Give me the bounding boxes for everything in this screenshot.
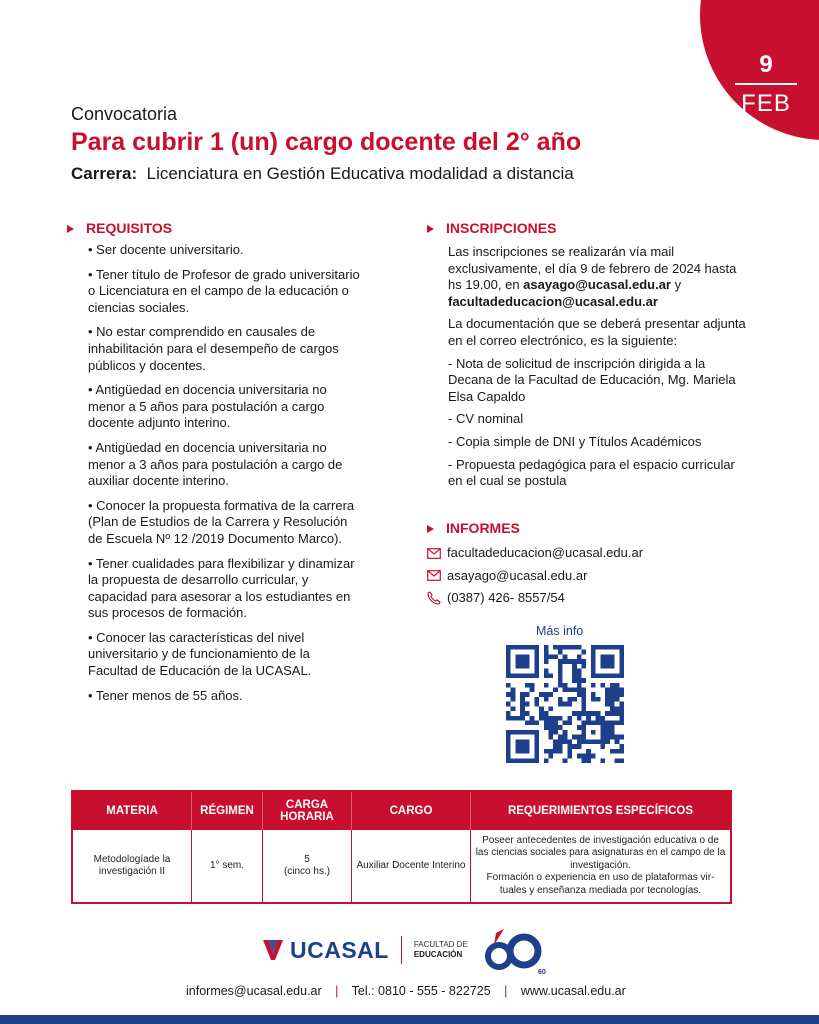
footer-phone[interactable]: Tel.: 0810 - 555 - 822725: [351, 984, 491, 998]
facultad-de-text: FACULTAD DE: [413, 940, 468, 949]
intro-and: y: [670, 277, 682, 293]
inscripciones-intro: [448, 244, 748, 310]
doc-item: - Nota de solicitud de inscripción dirigida a la Decana de la Facultad de Educación, Mg. Mariela Elsa Capaldo: [448, 355, 736, 404]
inscripciones-heading-text: INSCRIPCIONES: [446, 220, 557, 236]
cell-carga-words: (cinco hs.): [283, 866, 331, 877]
cell-carga-hours: 5: [304, 853, 310, 865]
qr-code[interactable]: [506, 645, 624, 763]
table-header-row: [72, 791, 731, 830]
page-title: Para cubrir 1 (un) cargo docente del 2° año: [71, 128, 582, 156]
inscripciones-heading: [427, 220, 556, 236]
logo-divider: [401, 936, 402, 964]
cell-materia: Metodologíade la investigación II: [72, 830, 192, 903]
cell-carga: [263, 830, 352, 903]
carrera-label: Carrera:: [71, 164, 138, 183]
ucasal-shield-icon: [262, 938, 284, 962]
col-materia: MATERIA: [72, 791, 192, 830]
mail-icon: [427, 570, 441, 581]
triangle-bullet-icon: [427, 225, 434, 233]
date-badge: [735, 52, 797, 117]
qr-modules: [506, 645, 624, 763]
carrera-line: [71, 164, 574, 184]
date-day: 9: [759, 51, 773, 78]
col-requerimientos: REQUERIMIENTOS ESPECÍFICOS: [471, 791, 732, 830]
list-item: • Tener cualidades para flexibilizar y dinamizar la propuesta de desarrollo curricular, y capacidad para asesorar a los estudiantes en sus procesos de formación.: [88, 555, 355, 621]
footer-sep: |: [504, 984, 508, 998]
phone-icon: [427, 591, 441, 605]
contact-phone-text[interactable]: (0387) 426- 8557/54: [447, 590, 565, 605]
list-item: • Antigüedad en docencia universitaria no menor a 3 años para postulación a cargo de auxiliar docente interino.: [88, 439, 343, 489]
list-item: • No estar comprendido en causales de inhabilitación para el desempeño de cargos públicos y docentes.: [88, 324, 339, 373]
cargo-table: [71, 790, 732, 904]
triangle-bullet-icon: [427, 525, 434, 533]
col-carga-text: CARGA HORARIA: [280, 799, 334, 823]
doc-item: - Copia simple de DNI y Títulos Académicos: [448, 433, 702, 449]
ucasal-wordmark: UCASAL: [290, 936, 389, 963]
mail-icon: [427, 548, 441, 559]
requisitos-heading-text: REQUISITOS: [86, 220, 173, 236]
doc-item: - Propuesta pedagógica para el espacio curricular en el cual se postula: [448, 456, 735, 489]
date-divider: [735, 83, 797, 85]
cell-cargo: Auxiliar Docente Interino: [352, 830, 471, 903]
col-carga: [263, 791, 352, 830]
carrera-value: Licenciatura en Gestión Educativa modalidad a distancia: [146, 164, 574, 183]
email-link-facultad[interactable]: facultadeducacion@ucasal.edu.ar: [448, 293, 658, 309]
inscripciones-body: [448, 244, 748, 496]
requisitos-heading: [67, 220, 172, 236]
triangle-bullet-icon: [67, 225, 74, 233]
contact-email-asayago[interactable]: [427, 565, 643, 588]
brand-logos: [262, 925, 546, 976]
doc-item: - CV nominal: [448, 411, 524, 427]
list-item: • Conocer la propuesta formativa de la carrera (Plan de Estudios de la Carrera y Resolución de Escuela Nº 12 /2019 Documento Marco).: [88, 497, 355, 546]
footer-sep: |: [335, 984, 339, 998]
email-link-asayago[interactable]: asayago@ucasal.edu.ar: [523, 277, 671, 293]
facultad-label: [414, 940, 468, 960]
intro-text: Las inscripciones se realizarán vía mail exclusivamente, el día 9 de febrero de 2024 hasta hs 19.00, en: [448, 244, 737, 293]
footer-web[interactable]: www.ucasal.edu.ar: [520, 984, 626, 998]
educacion-text: EDUCACIÓN: [413, 950, 463, 959]
table-row: [72, 830, 731, 903]
contact-email-text[interactable]: asayago@ucasal.edu.ar: [447, 567, 588, 583]
contact-list: [427, 542, 643, 610]
date-month: FEB: [741, 90, 791, 117]
anniversary-60-graphic: [482, 927, 542, 973]
col-regimen: RÉGIMEN: [192, 791, 263, 830]
anniversary-text: 60: [537, 969, 546, 976]
footer: [186, 984, 626, 998]
list-item: • Tener menos de 55 años.: [88, 687, 243, 703]
kicker: Convocatoria: [71, 104, 178, 124]
cell-regimen: 1° sem.: [192, 830, 263, 903]
cell-requerimientos: [471, 830, 732, 903]
contact-email-facultad[interactable]: [427, 542, 643, 565]
informes-heading-text: INFORMES: [446, 520, 520, 536]
req-text-2: Formación o experiencia en uso de plataformas vir-tuales y enseñanza mediada por tecnologías.: [486, 872, 715, 896]
list-item: • Ser docente universitario.: [88, 242, 244, 257]
contact-phone[interactable]: [427, 587, 643, 610]
list-item: • Tener título de Profesor de grado universitario o Licenciatura en el campo de la educación o ciencias sociales.: [88, 266, 360, 315]
requisitos-list: [88, 242, 363, 712]
mas-info-label: Más info: [536, 624, 584, 638]
contact-email-text[interactable]: facultadeducacion@ucasal.edu.ar: [447, 545, 644, 560]
doc-intro: La documentación que se deberá presentar adjunta en el correo electrónico, es la siguiente:: [448, 316, 746, 348]
bottom-band: [0, 1015, 819, 1024]
anniversary-logo: [482, 927, 546, 976]
req-text-1: Poseer antecedentes de investigación educativa o de las ciencias sociales para asignaturas en el campo de la investigación.: [475, 834, 726, 871]
list-item: • Conocer las características del nivel universitario y de funcionamiento de la Facultad de Educación de la UCASAL.: [88, 629, 312, 679]
footer-email[interactable]: informes@ucasal.edu.ar: [186, 984, 322, 998]
col-cargo: CARGO: [352, 791, 471, 830]
list-item: • Antigüedad en docencia universitaria no menor a 5 años para postulación a cargo docente adjunto interino.: [88, 382, 327, 431]
informes-heading: [427, 520, 520, 536]
